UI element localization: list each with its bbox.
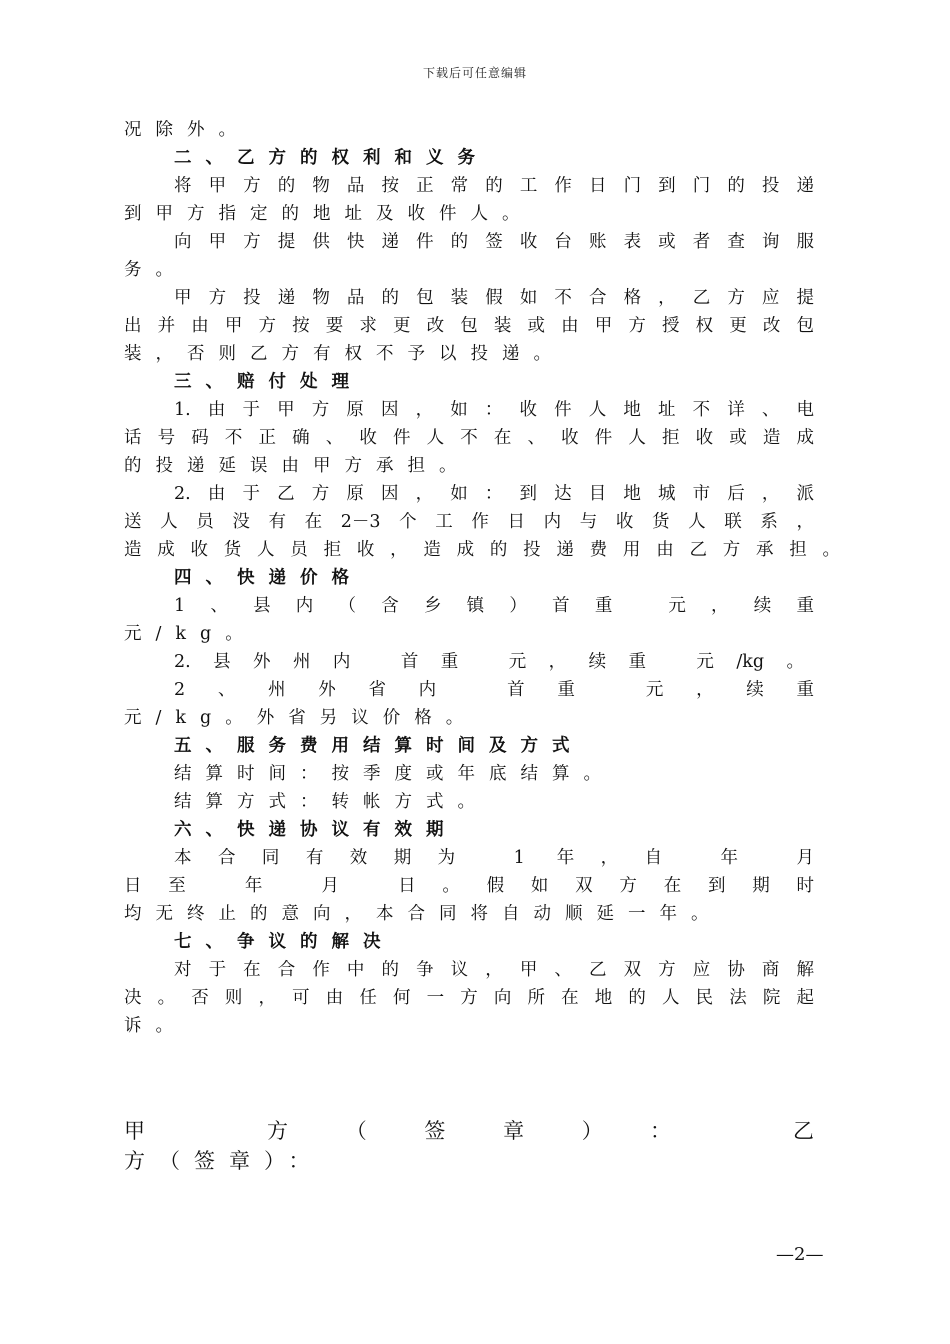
body-line: 元/kg。: [124, 624, 257, 644]
body-line: 结算方式：转帐方式。: [174, 792, 489, 812]
body-line: 向甲方提供快递件的签收台账表或者查询服: [174, 232, 814, 252]
body-line: 造成收货人员拒收，造成的投递费用由乙方承担。: [124, 540, 840, 560]
body-line: 送人员没有在2－3个工作日内与收货人联系，: [124, 512, 814, 532]
body-line: 到甲方指定的地址及收件人。: [124, 204, 534, 224]
body-line: 话号码不正确、收件人不在、收件人拒收或造成: [124, 428, 814, 448]
signature-line-party-a: 甲 方（签章）： 乙: [124, 1119, 814, 1143]
body-line: 日至 年 月 日。假如双方在到期时: [124, 876, 814, 896]
body-line: 况除外。: [124, 120, 250, 140]
body-line: 务。: [124, 260, 187, 280]
page-header-note: 下载后可任意编辑: [422, 66, 527, 80]
section-heading-7: 七、争议的解决: [174, 932, 395, 952]
body-line: 本合同有效期为 1 年，自 年 月: [174, 848, 814, 868]
body-line: 元/kg。外省另议价格。: [124, 708, 478, 728]
body-line: 诉。: [124, 1016, 187, 1036]
page-number: —2—: [776, 1244, 824, 1265]
body-line: 均无终止的意向，本合同将自动顺延一年。: [124, 904, 723, 924]
body-line: 2.县外州内 首重 元，续重 元/kg。: [174, 652, 804, 672]
body-line: 甲方投递物品的包装假如不合格，乙方应提: [174, 288, 814, 308]
body-line: 1.由于甲方原因，如：收件人地址不详、电: [174, 400, 814, 420]
section-heading-3: 三、赔付处理: [174, 372, 363, 392]
section-heading-4: 四、快递价格: [174, 568, 363, 588]
body-line: 1、县内（含乡镇）首重 元，续重: [174, 596, 814, 616]
section-heading-2: 二、乙方的权利和义务: [174, 148, 489, 168]
body-line: 结算时间：按季度或年底结算。: [174, 764, 615, 784]
body-line: 的投递延误由甲方承担。: [124, 456, 471, 476]
body-line: 2.由于乙方原因，如：到达目地城市后，派: [174, 484, 814, 504]
body-line: 出并由甲方按要求更改包装或由甲方授权更改包: [124, 316, 814, 336]
body-line: 决。否则，可由任何一方向所在地的人民法院起: [124, 988, 814, 1008]
body-line: 2、州外省内 首重 元，续重: [174, 680, 814, 700]
section-heading-6: 六、快递协议有效期: [174, 820, 458, 840]
section-heading-5: 五、服务费用结算时间及方式: [174, 736, 584, 756]
body-line: 对于在合作中的争议，甲、乙双方应协商解: [174, 960, 814, 980]
body-line: 装，否则乙方有权不予以投递。: [124, 344, 565, 364]
body-line: 将甲方的物品按正常的工作日门到门的投递: [174, 176, 814, 196]
signature-line-party-b: 方（签章）：: [124, 1149, 324, 1173]
